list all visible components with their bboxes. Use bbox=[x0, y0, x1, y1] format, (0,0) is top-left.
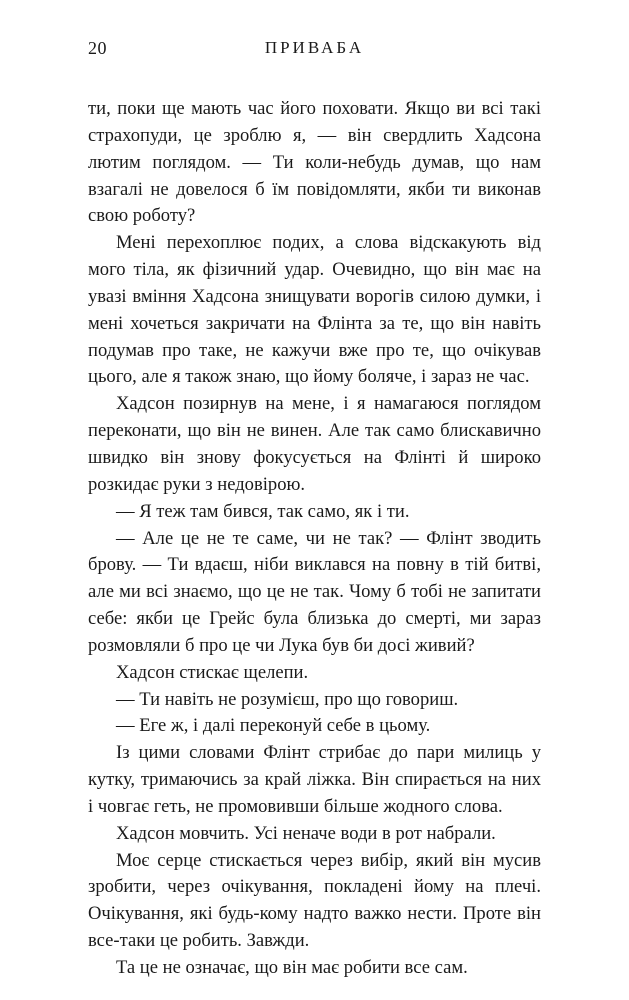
dialogue-line: — Я теж там бився, так само, як і ти. bbox=[116, 500, 410, 522]
paragraph: Хадсон стискає щелепи. bbox=[116, 661, 309, 683]
paragraph: Мені перехоплює подих, а слова відскакують від мого тіла, як фізичний удар. Очевидно, що він має на увазі вміння Хадсона знищувати ворогів силою думки, і мені хочеться закричати на Флінта за те, що він навіть подумав про таке, не кажучи вже про те, що очікував цього, але я також знаю, що йому боляче, і зараз не час. bbox=[88, 232, 541, 388]
paragraph: Моє серце стискається через вибір, який він мусив зробити, через очікування, покладені йому на плечі. Очікування, які будь-кому надто важко нести. Проте він все-таки це робить. Завжди. bbox=[88, 849, 541, 952]
page-header bbox=[88, 38, 541, 62]
dialogue-line: — Але це не те саме, чи не так? — Флінт зводить брову. — Ти вдаєш, ніби виклався на повну в тій битві, але ми всі знаємо, що це не так. Чому б тобі не запитати себе: якби це Грейс була близька до смерті, ми зараз розмовляли б про це чи Лука був би досі живий? bbox=[88, 527, 541, 656]
dialogue-line: — Еге ж, і далі переконуй себе в цьому. bbox=[116, 715, 431, 737]
running-title: ПРИВАБА bbox=[264, 38, 365, 57]
paragraph: Хадсон мовчить. Усі неначе води в рот набрали. bbox=[116, 822, 496, 844]
paragraph: Із цими словами Флінт стрибає до пари милиць у кутку, тримаючись за край ліжка. Він спирається на них і човгає геть, не промовивши більше жодного слова. bbox=[88, 742, 541, 817]
page-number: 20 bbox=[88, 38, 107, 58]
paragraph: Хадсон позирнув на мене, і я намагаюся поглядом переконати, що він не винен. Але так само блискавично швидко він знову фокусується на Флінті й широко розкидає руки з недовірою. bbox=[88, 393, 541, 495]
paragraph: Та це не означає, що він має робити все сам. bbox=[116, 957, 468, 978]
paragraph-continuation: ти, поки ще мають час його поховати. Якщо ви всі такі страхопуди, це зроблю я, — він свердлить Хадсона лютим поглядом. — Ти коли-небудь думав, що нам взагалі не довелося б їм повідомляти, якби ти виконав свою роботу? bbox=[88, 98, 541, 227]
body-text bbox=[88, 96, 541, 982]
dialogue-line: — Ти навіть не розумієш, про що говориш. bbox=[116, 688, 459, 710]
